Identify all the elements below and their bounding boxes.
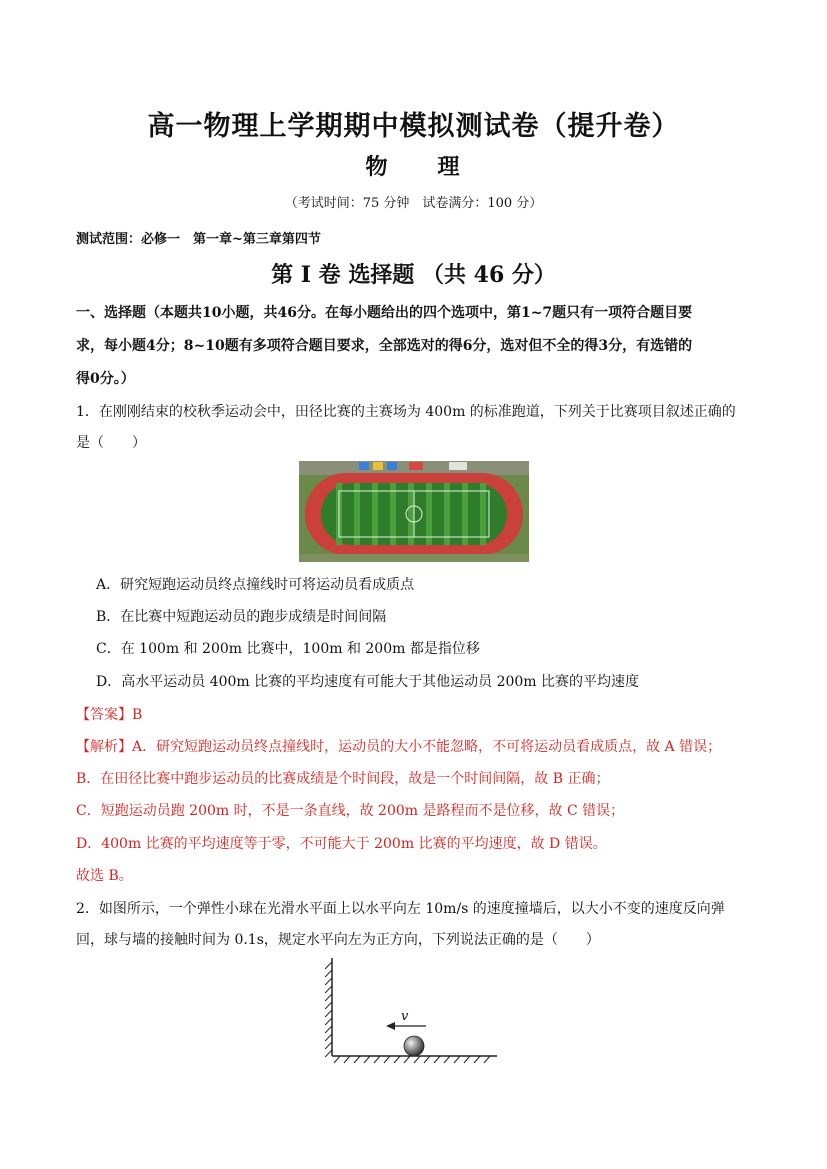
q1-option-c: C．在 100m 和 200m 比赛中，100m 和 200m 都是指位移	[96, 641, 480, 657]
wall-ball-diagram	[300, 950, 530, 1075]
subject-title: 物 理	[365, 154, 462, 180]
q1-option-a: A．研究短跑运动员终点撞线时可将运动员看成质点	[96, 577, 415, 593]
section-instructions-line-1: 一、选择题（本题共10小题，共46分。在每小题给出的四个选项中，第1~7题只有一项符合题目要	[76, 305, 693, 321]
section-instructions-line-3: 得0分。）	[76, 371, 135, 387]
q1-analysis-line-2: B．在田径比赛中跑步运动员的比赛成绩是个时间段，故是一个时间间隔，故 B 正确；	[76, 771, 610, 787]
q1-analysis-line-3: C．短跑运动员跑 200m 时，不是一条直线，故 200m 是路程而不是位移，故 C 错误；	[76, 803, 625, 819]
q1-conclusion: 故选 B。	[76, 868, 133, 884]
section-instructions-line-2: 求，每小题4分；8~10题有多项符合题目要求，全部选对的得6分，选对但不全的得3分，有选错的	[76, 338, 693, 354]
exam-meta: （考试时间：75 分钟 试卷满分：100 分）	[284, 196, 543, 211]
q1-stem-line-2: 是（ ）	[76, 435, 146, 451]
q2-stem-line-1: 2．如图所示，一个弹性小球在光滑水平面上以水平向左 10m/s 的速度撞墙后，以大小不变的速度反向弹	[76, 901, 725, 917]
document-title: 高一物理上学期期中模拟测试卷（提升卷）	[147, 111, 680, 142]
q1-option-d: D．高水平运动员 400m 比赛的平均速度有可能大于其他运动员 200m 比赛的平均速度	[96, 674, 640, 690]
stadium-track-image	[299, 461, 529, 562]
section-title: 第 I 卷 选择题 （共 46 分）	[271, 262, 556, 288]
q1-stem-line-1: 1．在刚刚结束的校秋季运动会中，田径比赛的主赛场为 400m 的标准跑道，下列关于比赛项目叙述正确的	[76, 404, 736, 420]
q2-stem-line-2: 回，球与墙的接触时间为 0.1s，规定水平向左为正方向，下列说法正确的是（ ）	[76, 932, 600, 948]
test-scope: 测试范围：必修一 第一章~第三章第四节	[76, 232, 321, 247]
velocity-label: v	[401, 1009, 409, 1024]
q1-option-b: B．在比赛中短跑运动员的跑步成绩是时间间隔	[96, 609, 387, 625]
q1-answer: 【答案】B	[76, 707, 143, 723]
q1-analysis-line-4: D．400m 比赛的平均速度等于零，不可能大于 200m 比赛的平均速度，故 D 错误。	[76, 836, 607, 852]
q1-analysis-line-1: 【解析】A．研究短跑运动员终点撞线时，运动员的大小不能忽略，不可将运动员看成质点，故 A 错误；	[76, 739, 722, 755]
